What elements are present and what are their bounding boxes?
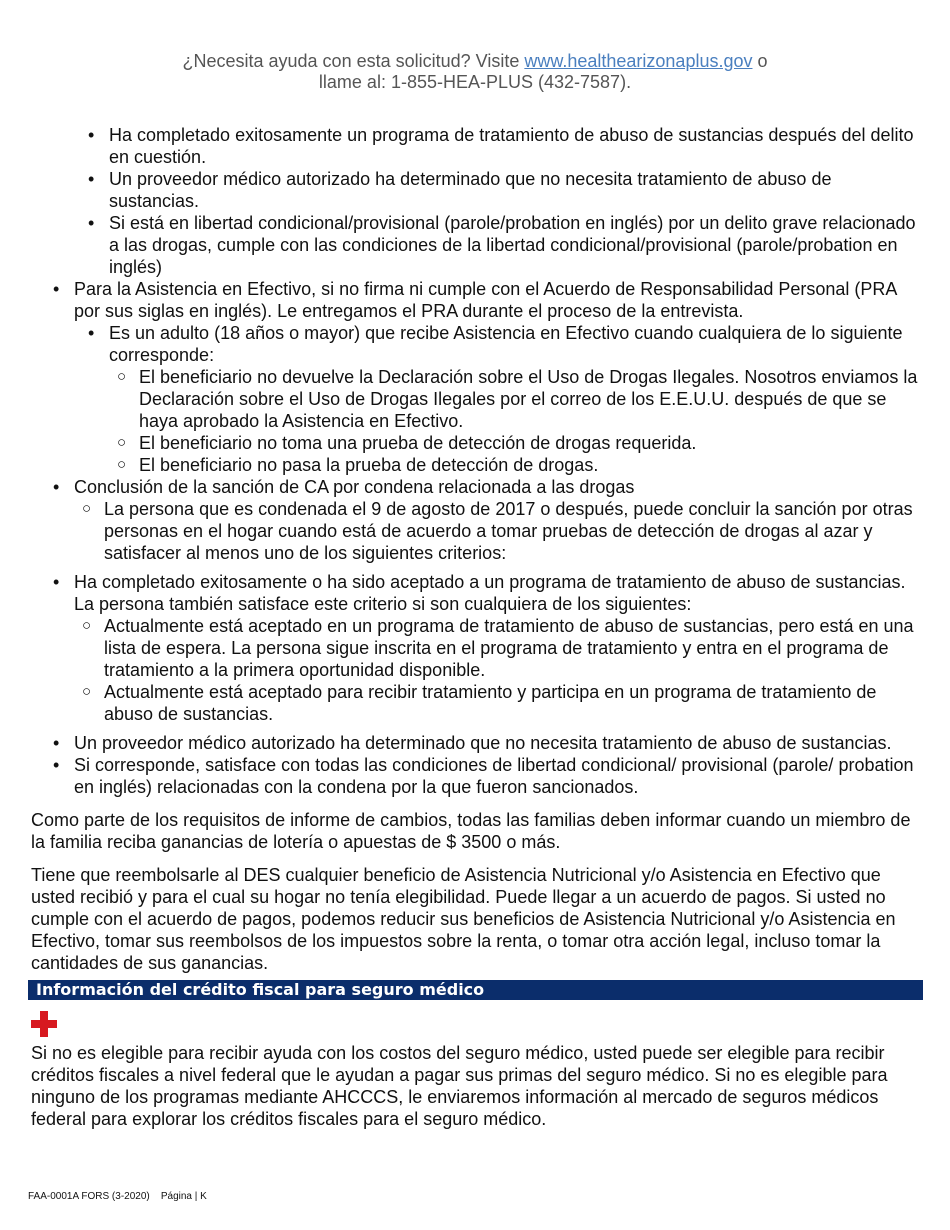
cash-subsub-list	[109, 366, 926, 476]
lottery-paragraph: Como parte de los requisitos de informe de cambios, todas las familias deben informar cuando un miembro de la familia reciba ganancias de lotería o apuestas de $ 3500 o más.	[31, 810, 911, 852]
list-item: • Ha completado exitosamente un programa de tratamiento de abuso de sustancias después del delito en cuestión.	[109, 124, 926, 168]
page-number: Página | K	[160, 1191, 207, 1202]
list-item: • Si está en libertad condicional/provisional (parole/probation en inglés) por un delito grave relacionado a las drogas, cumple con las condiciones de la libertad condicional/provisional (parole/probation en inglés)	[109, 212, 926, 278]
list-item: ○ El beneficiario no pasa la prueba de detección de drogas.	[139, 454, 926, 476]
page-footer	[28, 1191, 207, 1202]
list-item: • Si corresponde, satisface con todas las condiciones de libertad condicional/ provisional (parole/ probation en inglés) relacionadas con la condena por la que fueron sancionados.	[74, 754, 926, 798]
page-header	[0, 51, 950, 93]
more-bullet-list	[31, 732, 926, 798]
section-title-bar: Información del crédito fiscal para seguro médico	[28, 980, 923, 1000]
list-item	[74, 476, 926, 564]
completed-text: Ha completado exitosamente o ha sido aceptado a un programa de tratamiento de abuso de sustancias. La persona también satisface este criterio si son cualquiera de los siguientes:	[74, 572, 906, 614]
list-item: ○ El beneficiario no toma una prueba de detección de drogas requerida.	[139, 432, 926, 454]
list-item: ○ Actualmente está aceptado para recibir tratamiento y participa en un programa de tratamiento de abuso de sustancias.	[104, 681, 926, 725]
tax-credit-paragraph: Si no es elegible para recibir ayuda con los costos del seguro médico, usted puede ser elegible para recibir créditos fiscales a nivel federal que le ayudan a pagar sus primas del seguro médico. Si no es elegible para ninguno de los programas mediante AHCCCS, le enviaremos información al mercado de seguros médicos federal para explorar los créditos fiscales para el seguro médico.	[31, 1043, 888, 1129]
list-item: ○ La persona que es condenada el 9 de agosto de 2017 o después, puede concluir la sanción por otras personas en el hogar cuando está de acuerdo a tomar pruebas de detección de drogas al azar y satisfacer al menos uno de los siguientes criterios:	[104, 498, 926, 564]
cash-assistance-text: Para la Asistencia en Efectivo, si no firma ni cumple con el Acuerdo de Responsabilidad Personal (PRA por sus siglas en inglés). Le entregamos el PRA durante el proceso de la entrevista.	[74, 279, 897, 321]
red-cross-icon	[31, 1011, 57, 1037]
website-link[interactable]: www.healthearizonaplus.gov	[524, 51, 753, 71]
completed-list	[31, 571, 926, 725]
list-item: • Un proveedor médico autorizado ha determinado que no necesita tratamiento de abuso de sustancias.	[109, 168, 926, 212]
header-phone: llame al: 1-855-HEA-PLUS (432-7587).	[318, 72, 632, 92]
list-item	[109, 322, 926, 476]
top-bullet-list	[31, 124, 926, 278]
list-item	[74, 571, 926, 725]
main-content	[31, 124, 926, 1130]
list-item: ○ Actualmente está aceptado en un programa de tratamiento de abuso de sustancias, pero está en una lista de espera. La persona sigue inscrita en el programa de tratamiento y entra en el programa de tratamiento a la primera oportunidad disponible.	[104, 615, 926, 681]
header-text-suffix: o	[752, 51, 768, 71]
completed-sub-list	[74, 615, 926, 725]
repayment-paragraph: Tiene que reembolsarle al DES cualquier beneficio de Asistencia Nutricional y/o Asistencia en Efectivo que usted recibió y para el cual su hogar no tenía elegibilidad. Puede llegar a un acuerdo de pagos. Si usted no cumple con el acuerdo de pagos, podemos reducir sus beneficios de Asistencia Nutricional y/o Asistencia en Efectivo, tomar sus reembolsos de los impuestos sobre la renta, o tomar otra acción legal, incluso tomar la cantidades de sus ganancias.	[31, 865, 896, 973]
adult-text: Es un adulto (18 años o mayor) que recibe Asistencia en Efectivo cuando cualquiera de lo siguiente corresponde:	[109, 323, 903, 365]
header-text: ¿Necesita ayuda con esta solicitud? Visite	[182, 51, 525, 71]
list-item	[74, 278, 926, 476]
list-item: • Un proveedor médico autorizado ha determinado que no necesita tratamiento de abuso de sustancias.	[74, 732, 926, 754]
list-item: ○ El beneficiario no devuelve la Declaración sobre el Uso de Drogas Ilegales. Nosotros enviamos la Declaración sobre el Uso de Drogas Ilegales por el correo de los E.E.U.U. después de que se haya aprobado la Asistencia en Efectivo.	[139, 366, 926, 432]
cash-sub-list	[74, 322, 926, 476]
sanctions-list	[31, 278, 926, 564]
form-number: FAA-0001A FORS (3-2020)	[28, 1191, 150, 1202]
conclusion-sub-list	[74, 498, 926, 564]
conclusion-text: Conclusión de la sanción de CA por condena relacionada a las drogas	[74, 477, 635, 497]
